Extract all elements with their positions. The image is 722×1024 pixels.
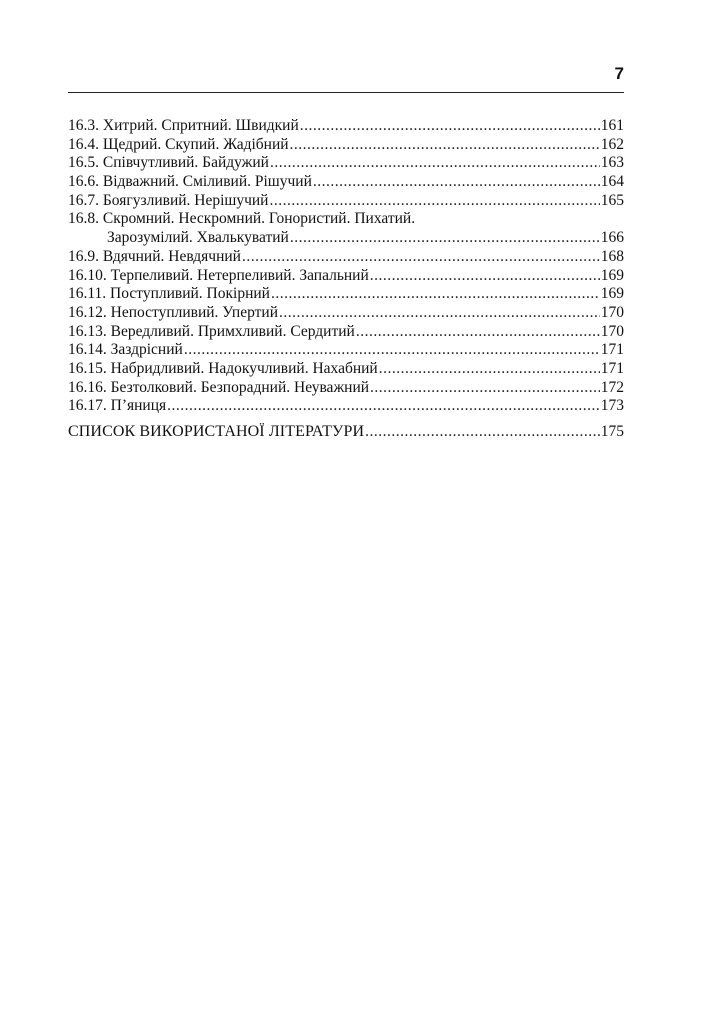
- header-rule: [68, 92, 624, 93]
- dot-leader: [270, 154, 600, 173]
- dot-leader: [365, 423, 600, 442]
- toc-entry-page: 161: [600, 117, 624, 134]
- toc-entry-16-13[interactable]: [68, 323, 624, 342]
- dot-leader: [184, 341, 600, 360]
- toc-entry-16-11[interactable]: [68, 285, 624, 304]
- toc-entry-title: 16.6. Відважний. Сміливий. Рішучий: [68, 173, 312, 191]
- page-number: 7: [614, 64, 624, 83]
- toc-entry-16-3[interactable]: [68, 117, 624, 136]
- dot-leader: [269, 192, 599, 211]
- toc-entry-16-7[interactable]: [68, 192, 624, 211]
- toc-entry-page: 168: [600, 247, 624, 265]
- dot-leader: [290, 229, 600, 248]
- toc-entry-16-15[interactable]: [68, 360, 624, 379]
- table-of-contents: [68, 117, 624, 442]
- toc-entry-16-12[interactable]: [68, 304, 624, 323]
- toc-entry-bibliography[interactable]: [68, 423, 624, 442]
- toc-entry-page: 170: [600, 303, 624, 321]
- toc-entry-page: 172: [600, 378, 624, 396]
- toc-entry-page: 166: [600, 229, 624, 247]
- toc-entry-16-16[interactable]: [68, 379, 624, 398]
- toc-entry-page: 171: [600, 359, 624, 377]
- dot-leader: [313, 173, 600, 192]
- toc-entry-title: 16.11. Поступливий. Покірний: [68, 285, 270, 303]
- toc-entry-title: СПИСОК ВИКОРИСТАНОЇ ЛІТЕРАТУРИ: [68, 423, 365, 440]
- toc-entry-title: 16.13. Вередливий. Примхливий. Сердитий: [68, 322, 355, 340]
- toc-entry-16-10[interactable]: [68, 267, 624, 286]
- toc-entry-16-8-line2[interactable]: [68, 229, 624, 248]
- toc-entry-page: 163: [600, 154, 624, 172]
- toc-entry-title: 16.3. Хитрий. Спритний. Швидкий: [68, 117, 299, 134]
- dot-leader: [300, 117, 600, 136]
- toc-entry-title: 16.5. Співчутливий. Байдужий: [68, 154, 269, 172]
- dot-leader: [279, 304, 600, 323]
- toc-entry-16-5[interactable]: [68, 154, 624, 173]
- toc-entry-16-6[interactable]: [68, 173, 624, 192]
- toc-entry-16-14[interactable]: [68, 341, 624, 360]
- toc-entry-title: 16.7. Боягузливий. Нерішучий: [68, 191, 269, 209]
- toc-entry-page: 170: [600, 322, 624, 340]
- toc-entry-16-17[interactable]: [68, 397, 624, 416]
- toc-entry-title: 16.4. Щедрий. Скупий. Жадібний: [68, 135, 289, 153]
- toc-entry-page: 173: [600, 397, 624, 415]
- toc-entry-page: 169: [600, 285, 624, 303]
- toc-entry-page: 162: [600, 135, 624, 153]
- toc-entry-page: 165: [600, 191, 624, 209]
- toc-entry-page: 175: [600, 423, 624, 440]
- toc-entry-title: 16.9. Вдячний. Невдячний: [68, 247, 241, 265]
- dot-leader: [370, 267, 600, 286]
- dot-leader: [167, 397, 600, 416]
- dot-leader: [356, 323, 600, 342]
- toc-entry-16-9[interactable]: [68, 248, 624, 267]
- toc-entry-title: 16.16. Безтолковий. Безпорадний. Неуважний: [68, 378, 370, 396]
- toc-entry-title: 16.14. Заздрісний: [68, 341, 183, 359]
- toc-entry-title: 16.8. Скромний. Нескромний. Гонористий. Пихатий.: [68, 210, 416, 228]
- toc-entry-16-4[interactable]: [68, 136, 624, 155]
- toc-entry-16-8-line1[interactable]: [68, 210, 624, 229]
- dot-leader: [370, 379, 600, 398]
- dot-leader: [242, 248, 600, 267]
- toc-entry-title: 16.17. П’яниця: [68, 397, 167, 415]
- toc-entry-page: 169: [600, 266, 624, 284]
- toc-entry-page: 171: [600, 341, 624, 359]
- toc-entry-title: Зарозумілий. Хвалькуватий: [107, 229, 289, 247]
- dot-leader: [290, 136, 600, 155]
- toc-entry-title: 16.15. Набридливий. Надокучливий. Нахабний: [68, 359, 378, 377]
- toc-entry-page: 164: [600, 173, 624, 191]
- toc-entry-title: 16.12. Непоступливий. Упертий: [68, 303, 279, 321]
- dot-leader: [271, 285, 600, 304]
- dot-leader: [379, 360, 600, 379]
- toc-entry-title: 16.10. Терпеливий. Нетерпеливий. Запальний: [68, 266, 369, 284]
